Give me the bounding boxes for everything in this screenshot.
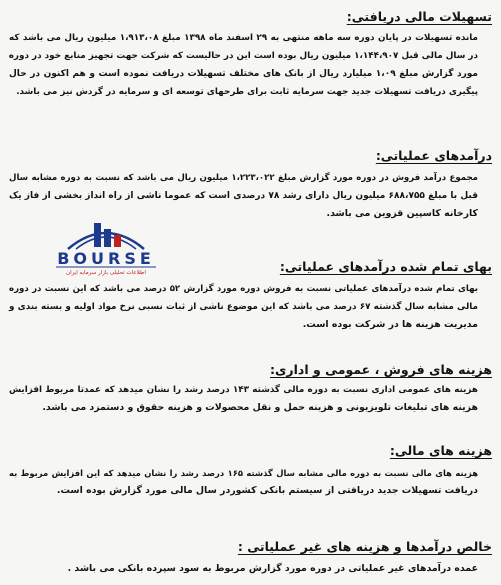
paragraph-line: در سال مالی قبل ۱،۱۴۴،۹۰۷ میلیون ریال بوده است این در حالیست که شرکت جهت تجهیز منابع خود در دوره — [8, 51, 478, 61]
bourse-watermark-logo — [46, 219, 166, 283]
watermark-brand-text: BOURSE — [57, 249, 155, 268]
section-heading-cost-of-revenue: بهای تمام شده درآمدهای عملیاتی: — [279, 259, 492, 274]
section-heading-non-operating: خالص درآمدها و هزینه های غیر عملیاتی : — [237, 539, 492, 554]
paragraph-line: عمده درآمدهای غیر عملیاتی در دوره مورد گزارش مربوط به سود سپرده بانکی می باشد . — [67, 563, 478, 574]
paragraph-line: دریافت تسهیلات جدید دریافتی از سیستم بانکی کشوردر سال مالی مورد گزارش بوده است. — [56, 485, 478, 496]
paragraph-line: مورد گزارش مبلغ ۱،۰۹ میلیارد ریال از بانک های مختلف تسهیلات دریافت نموده است و هم اکنون در حال — [9, 69, 479, 79]
paragraph-line: بهای تمام شده درآمدهای عملیاتی نسبت به فروش دوره مورد گزارش ۵۲ درصد می باشد که این نسبت در دوره — [9, 284, 478, 294]
paragraph-line: مدیریت هزینه ها در شرکت بوده است. — [302, 319, 478, 330]
section-heading-finance-costs: هزینه های مالی: — [389, 443, 492, 458]
paragraph-line: کارخانه کاسپین قزوین می باشد. — [326, 208, 478, 219]
paragraph-line: هزینه های عمومی اداری نسبت به دوره مالی گذشته ۱۴۳ درصد رشد را نشان میدهد که عمدتا مربوط افزایش — [9, 385, 478, 395]
paragraph-line: مالی مشابه سال گذشته ۶۷ درصد می باشد که این موضوع ناشی از ثبات نسبی نرخ مواد اولیه و بسته بندی و — [9, 302, 478, 312]
paragraph-line: مجموع درآمد فروش در دوره مورد گزارش مبلغ ۱،۲۲۳،۰۲۲ میلیون ریال می باشد که نسبت به دوره مشابه سال — [9, 173, 479, 183]
paragraph-line: هزینه های تبلیغات تلویزیونی و هزینه حمل و نقل محصولات و هزینه حقوق و دستمزد می باشد. — [42, 402, 478, 413]
paragraph-line: پیگیری دریافت تسهیلات جدید جهت سرمایه ثابت برای طرحهای توسعه ای و سرمایه در گردش نیز می باشد. — [16, 87, 478, 97]
paragraph-line: هزینه های مالی نسبت به دوره مالی مشابه سال گذشته ۱۶۵ درصد رشد را نشان میدهد که این افزایش مربوط به — [9, 468, 478, 478]
section-heading-sga-expenses: هزینه های فروش ، عمومی و اداری: — [269, 362, 492, 377]
section-heading-operating-revenue: درآمدهای عملیاتی: — [375, 148, 492, 163]
paragraph-line: قبل با مبلغ ۶۸۸،۷۵۵ میلیون ریال دارای رشد ۷۸ درصدی است که عموما ناشی از راه انداز بخشی از فاز یک — [9, 191, 478, 201]
section-heading-loans: تسهیلات مالی دریافتی: — [346, 9, 492, 24]
watermark-tagline: اطلاعات تحلیلی بازار سرمایه ایران — [66, 270, 146, 276]
paragraph-line: مانده تسهیلات در پایان دوره سه ماهه منتهی به ۲۹ اسفند ماه ۱۳۹۸ مبلغ ۱،۹۱۳،۰۸ میلیون ریال می باشد که — [9, 33, 478, 43]
